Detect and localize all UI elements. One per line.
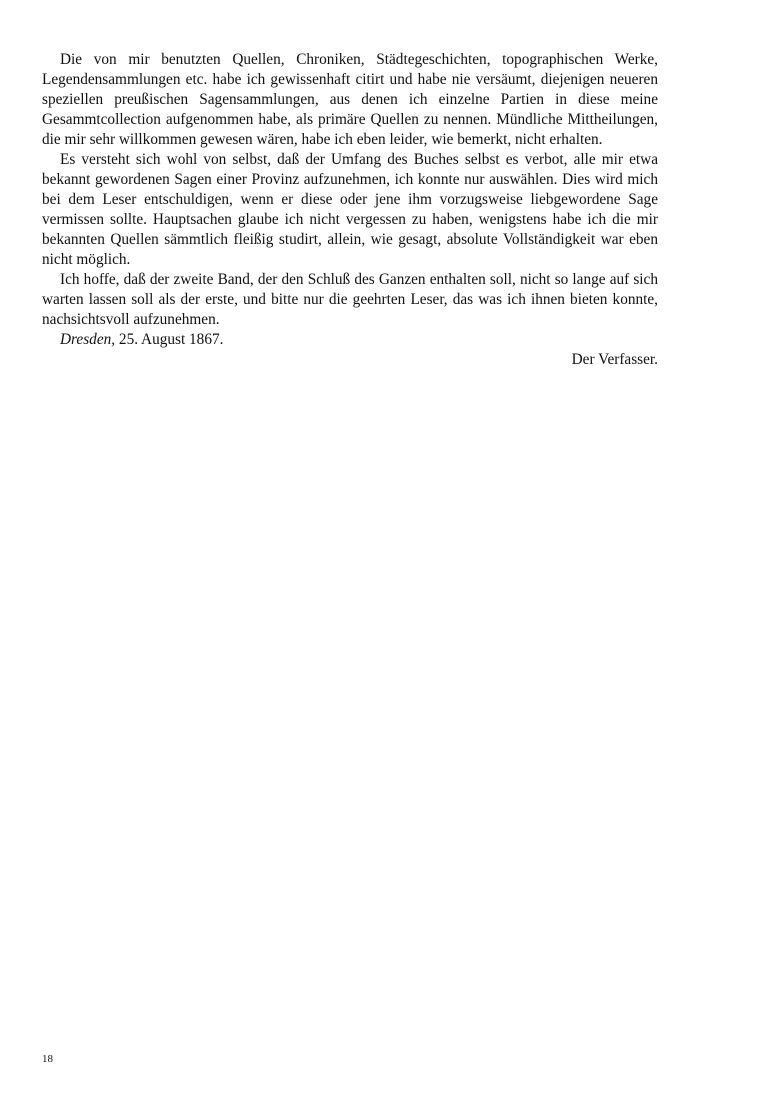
main-text (42, 50, 658, 370)
paragraph-sources: Die von mir benutzten Quellen, Chroniken, Städtegeschichten, topographischen Werke, Legendensammlungen etc. habe ich gewissenhaft citirt und habe nie versäumt, diejenigen neueren speziellen preußischen Sagensammlungen, aus denen ich einzelne Partien in diese meine Gesammtcollection aufgenommen habe, als primäre Quellen zu nennen. Mündliche Mittheilungen, die mir sehr willkommen gewesen wären, habe ich eben leider, wie bemerkt, nicht erhalten. (42, 51, 658, 148)
dateline (42, 330, 658, 350)
author-signature: Der Verfasser. (571, 351, 658, 368)
dateline-place: Dresden, (60, 331, 116, 348)
dateline-date: 25. August 1867. (115, 331, 224, 348)
paragraph-scope: Es versteht sich wohl von selbst, daß der Umfang des Buches selbst es verbot, alle mir etwa bekannt gewordenen Sagen einer Provinz aufzunehmen, ich konnte nur auswählen. Dies wird mich bei dem Leser entschuldigen, wenn er diese oder jene ihm vorzugsweise liebgewordene Sage vermissen sollte. Hauptsachen glaube ich nicht vergessen zu haben, wenigstens habe ich die mir bekannten Quellen sämmtlich fleißig studirt, allein, wie gesagt, absolute Vollständigkeit war eben nicht möglich. (42, 151, 658, 268)
paragraph-second-volume: Ich hoffe, daß der zweite Band, der den Schluß des Ganzen enthalten soll, nicht so lange auf sich warten lassen soll als der erste, und bitte nur die geehrten Leser, das was ich ihnen bieten konnte, nachsichtsvoll aufzunehmen. (42, 271, 658, 328)
page-number: 18 (42, 1053, 53, 1065)
